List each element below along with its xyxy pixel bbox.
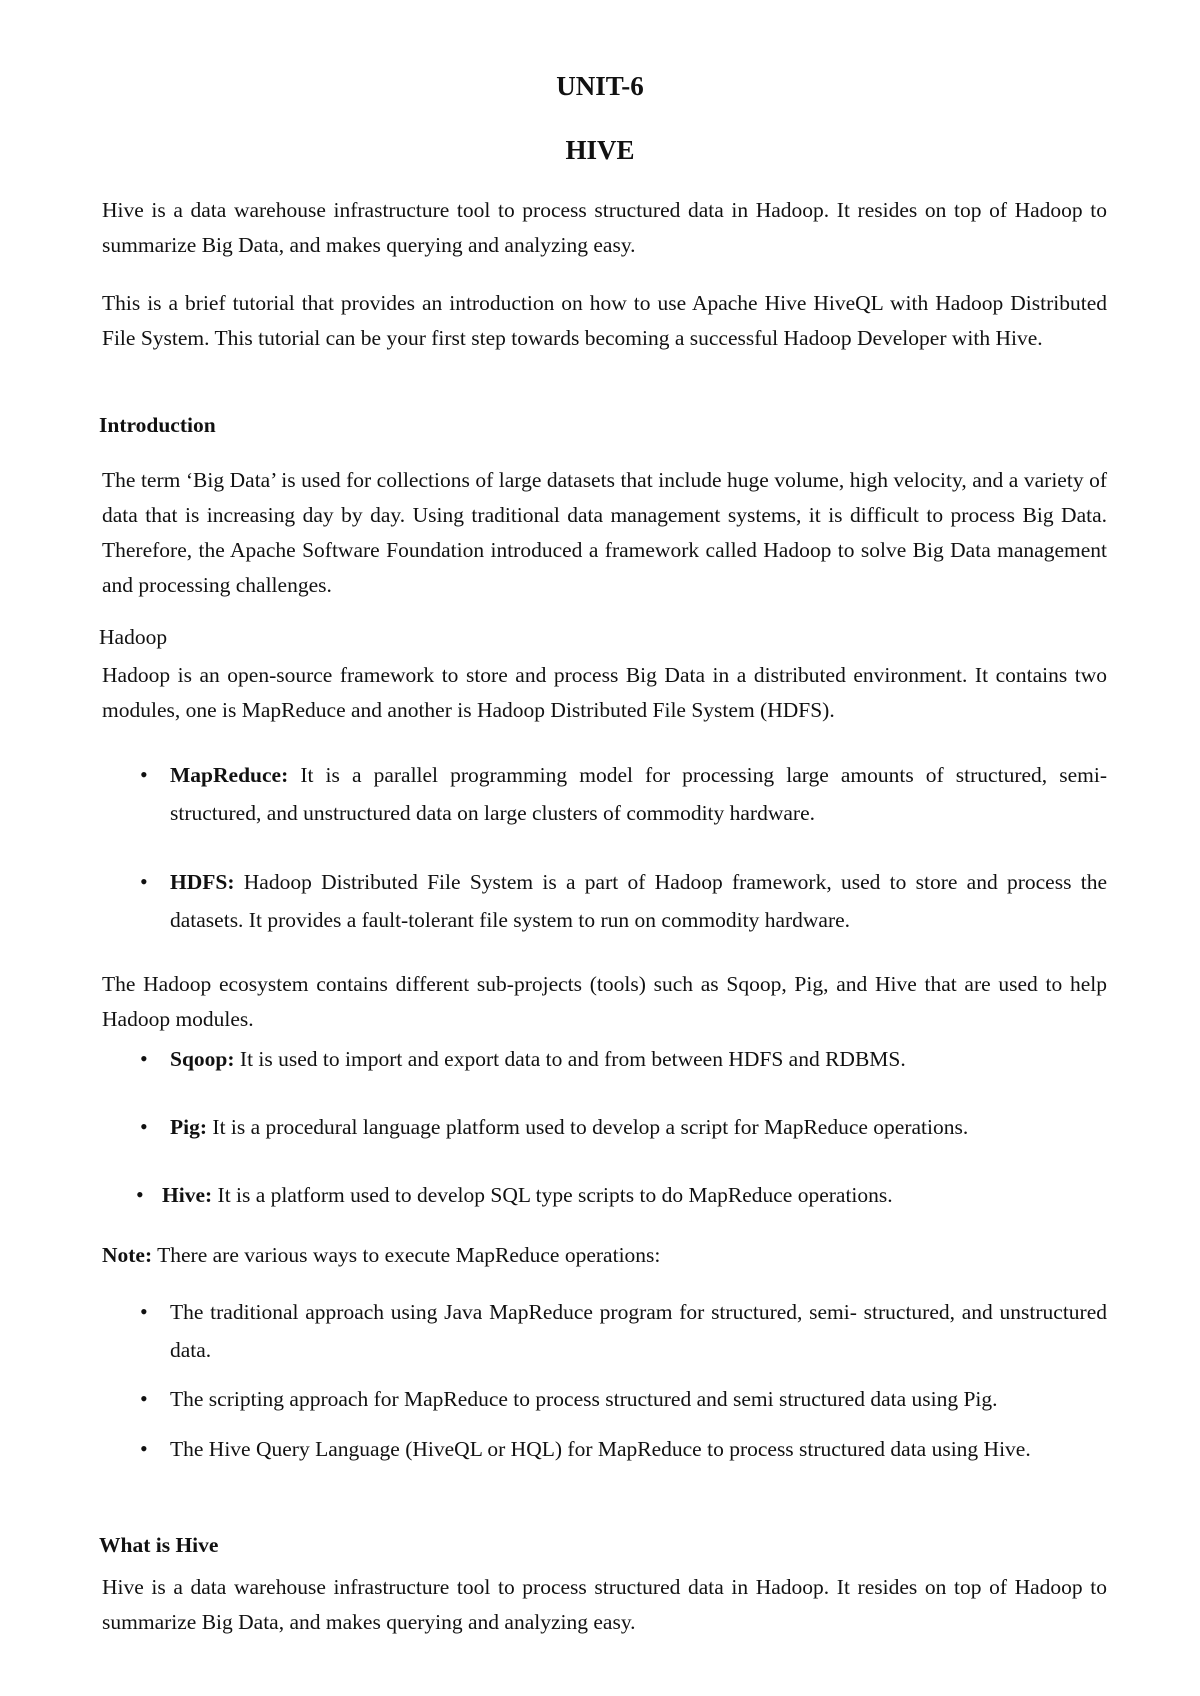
bullet-icon: • [140,869,148,894]
bullet-icon: • [140,1046,148,1071]
unit-title: UNIT-6 [556,71,644,101]
term-description: It is a parallel programming model for processing large amounts of structured, semi-structured, and unstructured data on large clusters of commodity hardware. [170,763,1107,825]
term-description: It is a procedural language platform used to develop a script for MapReduce operations. [207,1115,969,1139]
list-item-text: The Hive Query Language (HiveQL or HQL) for MapReduce to process structured data using Hive. [170,1437,1031,1461]
list-item-hive [136,1176,1103,1214]
note-text: There are various ways to execute MapReduce operations: [152,1243,661,1267]
note-label: Note: [102,1243,153,1267]
term-description: Hadoop Distributed File System is a part of Hadoop framework, used to store and process the datasets. It provides a fault-tolerant file system to run on commodity hardware. [170,870,1107,932]
what-is-hive-paragraph: Hive is a data warehouse infrastructure tool to process structured data in Hadoop. It resides on top of Hadoop to summarize Big Data, and makes querying and analyzing easy. [102,1575,1107,1634]
list-item-mapreduce [140,756,1107,832]
bullet-icon: • [140,1386,148,1411]
main-title: HIVE [565,135,635,165]
note-line [102,1240,1107,1270]
intro-paragraph-1: Hive is a data warehouse infrastructure tool to process structured data in Hadoop. It resides on top of Hadoop to summarize Big Data, and makes querying and analyzing easy. [102,198,1107,257]
term-label: Sqoop: [170,1047,235,1071]
bullet-icon: • [140,1436,148,1461]
list-item-text: The scripting approach for MapReduce to process structured and semi structured data using Pig. [170,1387,998,1411]
term-description: It is a platform used to develop SQL type scripts to do MapReduce operations. [212,1183,893,1207]
term-label: Hive: [162,1183,213,1207]
introduction-heading: Introduction [99,413,216,437]
list-item-java-approach [140,1293,1107,1369]
intro-paragraph-2: This is a brief tutorial that provides an introduction on how to use Apache Hive HiveQL with Hadoop Distributed File System. This tutorial can be your first step towards becoming a successful Hadoop Developer with Hive. [102,291,1107,350]
list-item-pig [140,1108,1107,1146]
term-description: It is used to import and export data to and from between HDFS and RDBMS. [234,1047,906,1071]
bullet-icon: • [140,1114,148,1139]
term-label: MapReduce: [170,763,289,787]
hadoop-heading: Hadoop [99,625,168,649]
list-item-pig-approach [140,1380,1107,1418]
bullet-icon: • [140,762,148,787]
list-item-hiveql-approach [140,1430,1107,1468]
list-item-sqoop [140,1040,1107,1078]
introduction-paragraph: The term ‘Big Data’ is used for collections of large datasets that include huge volume, high velocity, and a variety of data that is increasing day by day. Using traditional data management systems, it is difficult to process Big Data. Therefore, the Apache Software Foundation introduced a framework called Hadoop to solve Big Data management and processing challenges. [102,468,1107,597]
hadoop-paragraph: Hadoop is an open-source framework to store and process Big Data in a distributed environment. It contains two modules, one is MapReduce and another is Hadoop Distributed File System (HDFS). [102,663,1107,722]
bullet-icon: • [136,1182,144,1207]
term-label: Pig: [170,1115,208,1139]
term-label: HDFS: [170,870,235,894]
bullet-icon: • [140,1299,148,1324]
list-item-hdfs [140,863,1107,939]
ecosystem-paragraph: The Hadoop ecosystem contains different sub-projects (tools) such as Sqoop, Pig, and Hive that are used to help Hadoop modules. [102,972,1107,1031]
list-item-text: The traditional approach using Java MapReduce program for structured, semi- structured, and unstructured data. [170,1300,1107,1362]
what-is-hive-heading: What is Hive [99,1533,219,1557]
